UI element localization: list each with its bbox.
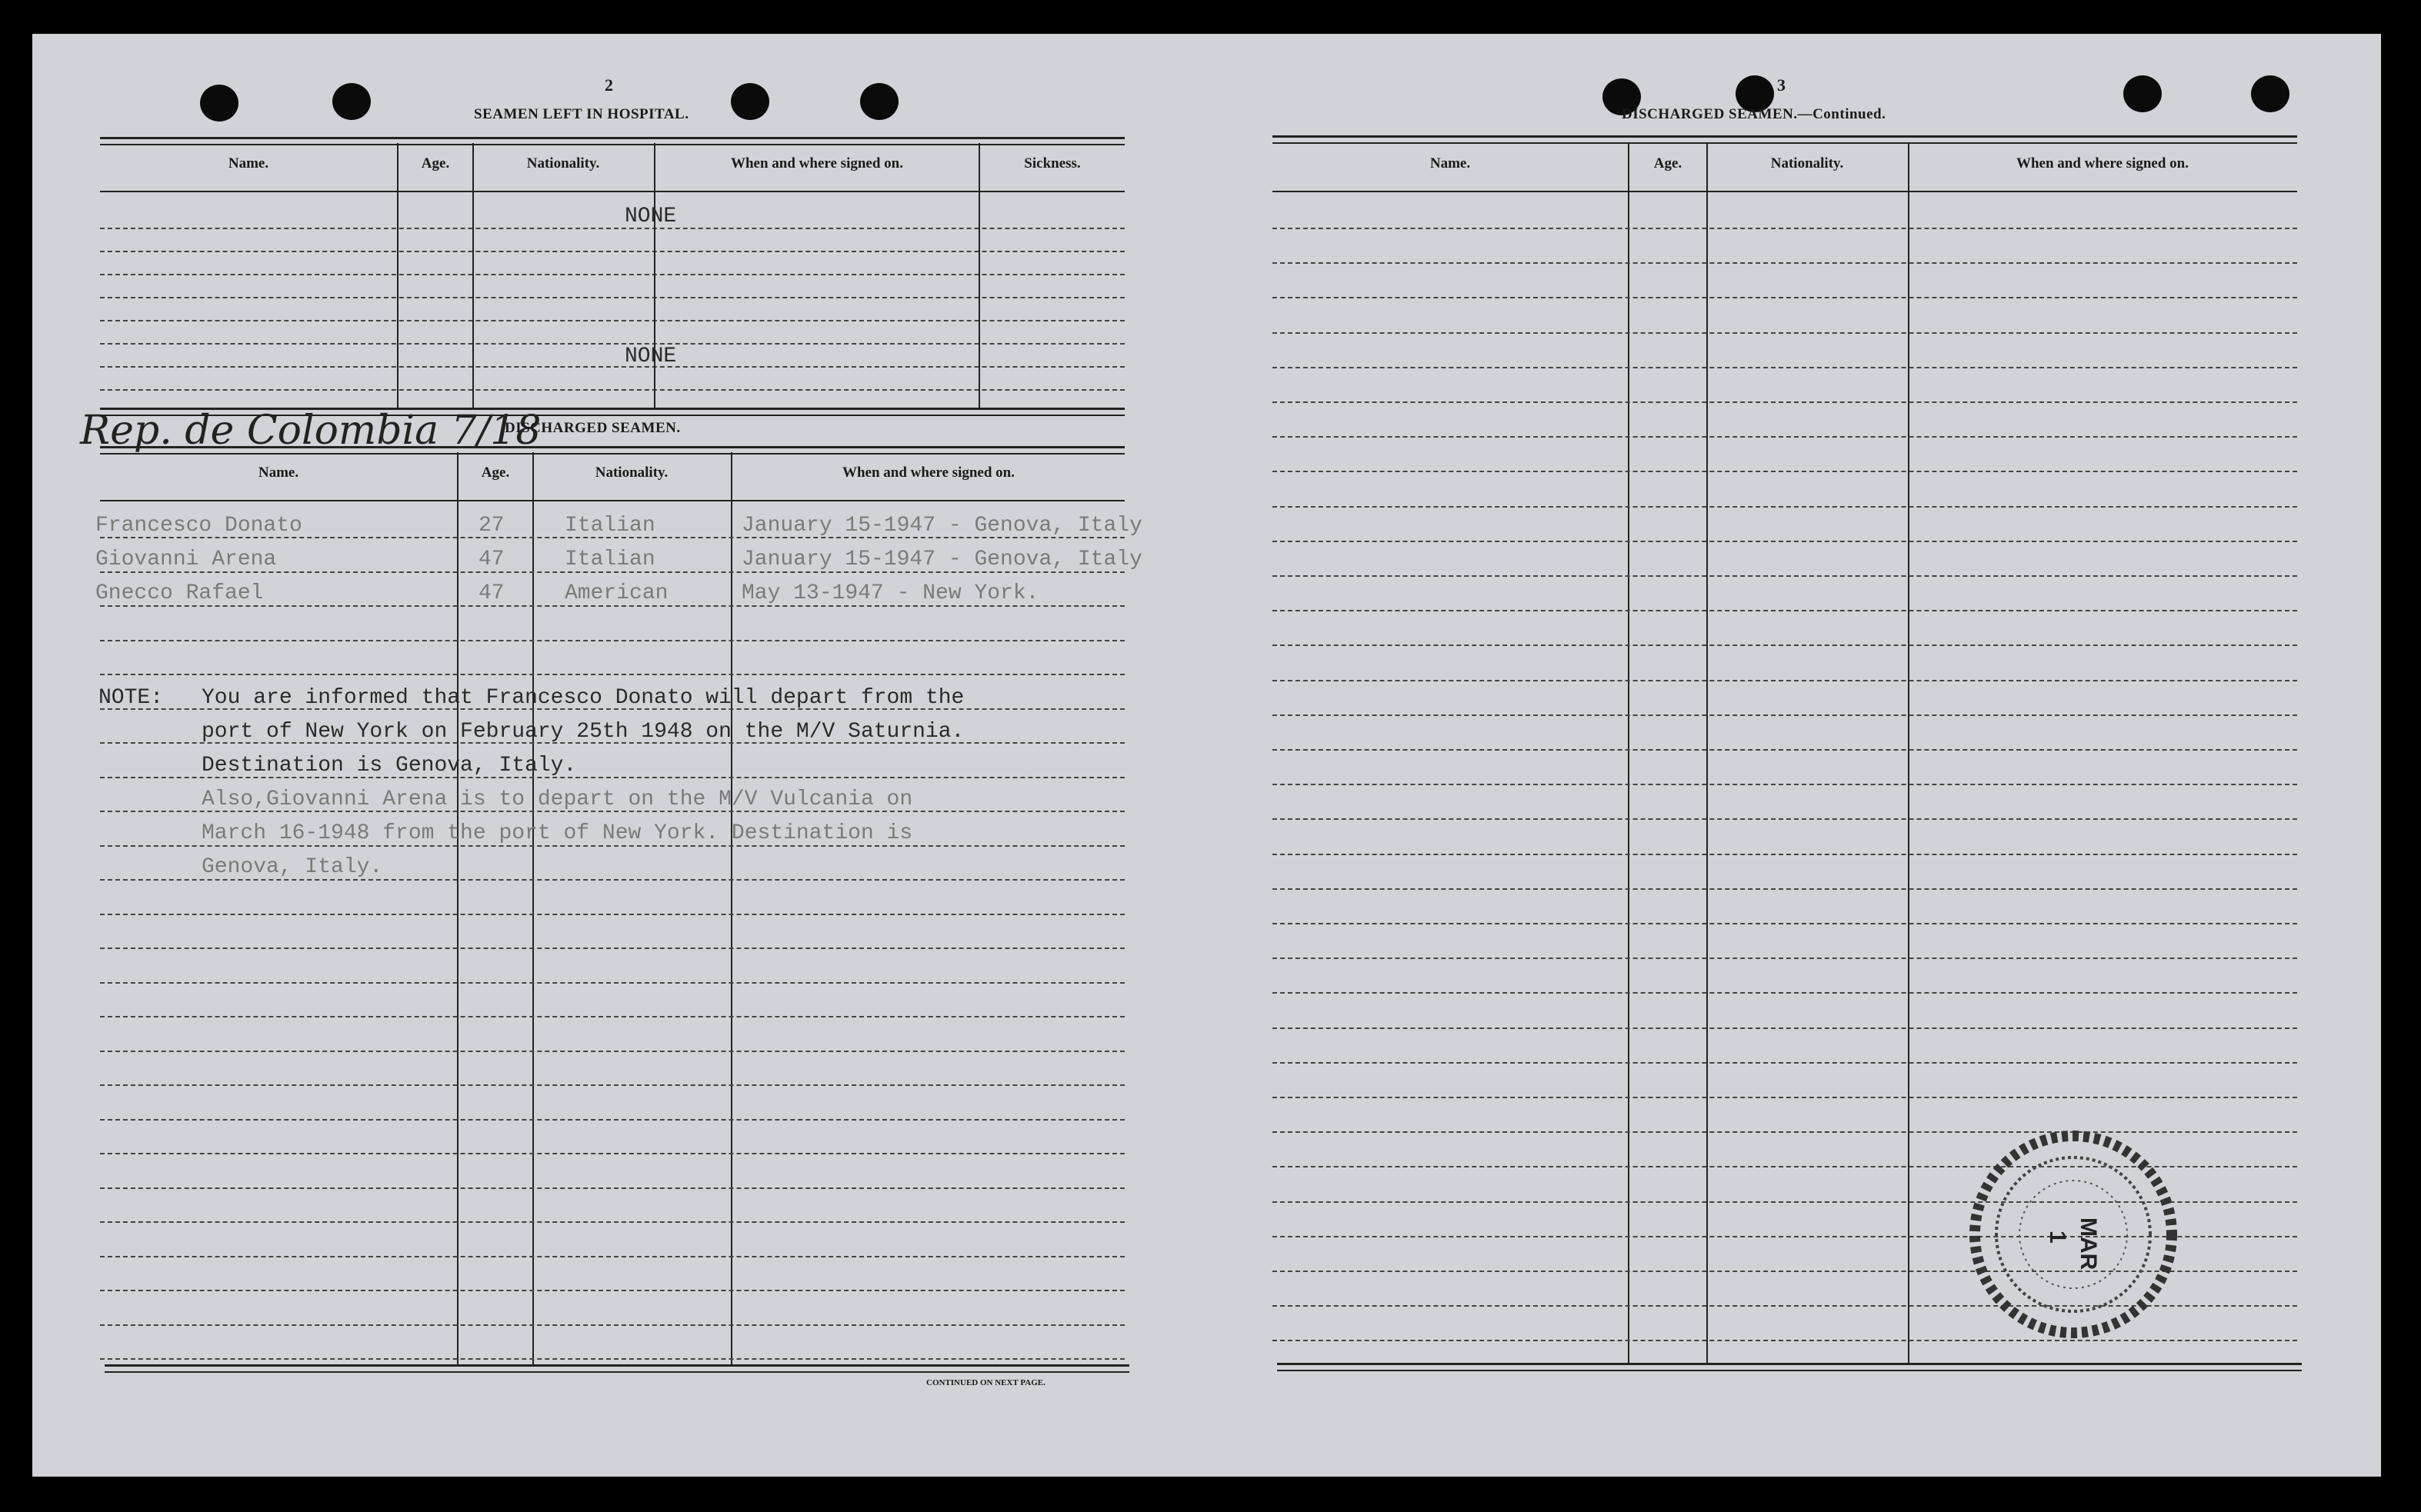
ruled-line (100, 640, 1125, 641)
note-line: Also,Giovanni Arena is to depart on the M/V Vulcania on (202, 788, 913, 811)
ruled-line (1272, 506, 2297, 508)
ruled-line (100, 1358, 1125, 1360)
col-header-name: Name. (1429, 155, 1471, 172)
col-header-nationality: Nationality. (595, 465, 669, 481)
ruled-line (1272, 1097, 2297, 1098)
ruled-line (1272, 749, 2297, 751)
ruled-line (1272, 401, 2297, 403)
col-header-signed-on: When and where signed on. (842, 465, 1015, 481)
punch-hole (200, 85, 238, 122)
ruled-line (1272, 714, 2297, 716)
table-border (1277, 1363, 2302, 1371)
column-divider (1706, 143, 1708, 1364)
continued-footer: CONTINUED ON NEXT PAGE. (926, 1378, 1045, 1387)
hospital-entry: NONE (625, 205, 677, 228)
stamp-month: MAR (2076, 1217, 2101, 1271)
column-divider (1628, 143, 1629, 1364)
ruled-line (1272, 541, 2297, 542)
punch-hole (731, 83, 769, 120)
seaman-signed-on: May 13-1947 - New York. (742, 581, 1039, 605)
header-rule (1272, 191, 2297, 192)
note-line: Genova, Italy. (202, 855, 383, 879)
ruled-line (100, 320, 1125, 321)
punch-hole (2123, 75, 2162, 112)
ruled-line (100, 1256, 1125, 1257)
table-border (1272, 135, 2297, 144)
punch-hole (332, 83, 371, 120)
ruled-line (1272, 957, 2297, 959)
seaman-nationality: Italian (565, 514, 655, 538)
seaman-name: Francesco Donato (95, 514, 302, 538)
col-header-age: Age. (421, 155, 450, 172)
ruled-line (1272, 575, 2297, 577)
column-divider (472, 143, 474, 408)
handwritten-annotation: Rep. de Colombia 7/18 (80, 408, 542, 454)
column-divider (532, 452, 534, 1364)
table-border (105, 1364, 1129, 1373)
ruled-line (1272, 332, 2297, 334)
ruled-line (1272, 644, 2297, 646)
header-rule (100, 500, 1125, 501)
ruled-line (1272, 262, 2297, 264)
ruled-line (100, 1221, 1125, 1223)
ruled-line (1272, 888, 2297, 890)
ruled-line (100, 343, 1125, 345)
col-header-nationality: Nationality. (1770, 155, 1844, 172)
ruled-line (1272, 818, 2297, 820)
ruled-line (1272, 436, 2297, 438)
seaman-signed-on: January 15-1947 - Genova, Italy (742, 548, 1142, 571)
ruled-line (1272, 1062, 2297, 1064)
ruled-line (1272, 923, 2297, 924)
ruled-line (100, 1119, 1125, 1121)
stamp-day: 1 (2045, 1231, 2070, 1244)
ruled-line (100, 1187, 1125, 1189)
col-header-signed-on: When and where signed on. (730, 155, 903, 172)
note-line: You are informed that Francesco Donato will depart from the (202, 686, 965, 710)
ruled-line (100, 1084, 1125, 1086)
col-header-age: Age. (1653, 155, 1682, 172)
ruled-line (100, 228, 1125, 229)
ruled-line (1272, 471, 2297, 472)
table-border (100, 137, 1125, 145)
column-divider (457, 452, 459, 1364)
column-divider (1908, 143, 1909, 1364)
ruled-line (1272, 610, 2297, 611)
punch-hole (2251, 75, 2289, 112)
note-line: March 16-1948 from the port of New York. Destination is (202, 821, 913, 845)
ruled-line (100, 1324, 1125, 1326)
table-border (100, 446, 1125, 455)
seaman-name: Giovanni Arena (95, 548, 277, 571)
ruled-line (100, 1016, 1125, 1017)
ruled-line (100, 251, 1125, 252)
ruled-line (100, 947, 1125, 949)
note-line: port of New York on February 25th 1948 on the M/V Saturnia. (202, 720, 965, 744)
seaman-age: 47 (479, 581, 505, 605)
seaman-name: Gnecco Rafael (95, 581, 264, 605)
left-page-number: 2 (605, 75, 613, 95)
ruled-line (1272, 1027, 2297, 1029)
ruled-line (1272, 367, 2297, 368)
col-header-sickness: Sickness. (1024, 155, 1081, 172)
right-page-number: 3 (1777, 75, 1786, 95)
ruled-line (100, 389, 1125, 391)
col-header-name: Name. (228, 155, 269, 172)
header-rule (100, 191, 1125, 192)
ruled-line (100, 1153, 1125, 1154)
ruled-line (100, 982, 1125, 984)
discharged-section-title: DISCHARGED SEAMEN. (505, 420, 681, 436)
right-section-title: DISCHARGED SEAMEN.—Continued. (1622, 106, 1886, 122)
ruled-line (1272, 297, 2297, 298)
ruled-line (1272, 680, 2297, 681)
ruled-line (100, 605, 1125, 607)
seaman-signed-on: January 15-1947 - Genova, Italy (742, 514, 1142, 538)
seaman-age: 27 (479, 514, 505, 538)
column-divider (731, 452, 732, 1364)
ruled-line (100, 914, 1125, 915)
ruled-line (100, 274, 1125, 275)
ruled-line (100, 366, 1125, 368)
ruled-line (1272, 854, 2297, 855)
ruled-line (100, 1290, 1125, 1291)
seaman-nationality: Italian (565, 548, 655, 571)
note-line: Destination is Genova, Italy. (202, 754, 577, 778)
ruled-line (100, 879, 1125, 881)
ruled-line (100, 674, 1125, 675)
ruled-line (1272, 784, 2297, 785)
postmark-stamp (1958, 1119, 2189, 1350)
ruled-line (100, 297, 1125, 298)
ruled-line (100, 1051, 1125, 1052)
col-header-nationality: Nationality. (526, 155, 600, 172)
note-label: NOTE: (98, 686, 164, 710)
col-header-name: Name. (258, 465, 299, 481)
hospital-section-title: SEAMEN LEFT IN HOSPITAL. (474, 106, 689, 122)
col-header-signed-on: When and where signed on. (2016, 155, 2189, 172)
hospital-entry: NONE (625, 345, 677, 368)
col-header-age: Age. (481, 465, 510, 481)
punch-hole (860, 83, 899, 120)
seaman-nationality: American (565, 581, 669, 605)
column-divider (397, 143, 398, 408)
seaman-age: 47 (479, 548, 505, 571)
ruled-line (1272, 992, 2297, 994)
ruled-line (1272, 228, 2297, 229)
column-divider (979, 143, 980, 408)
